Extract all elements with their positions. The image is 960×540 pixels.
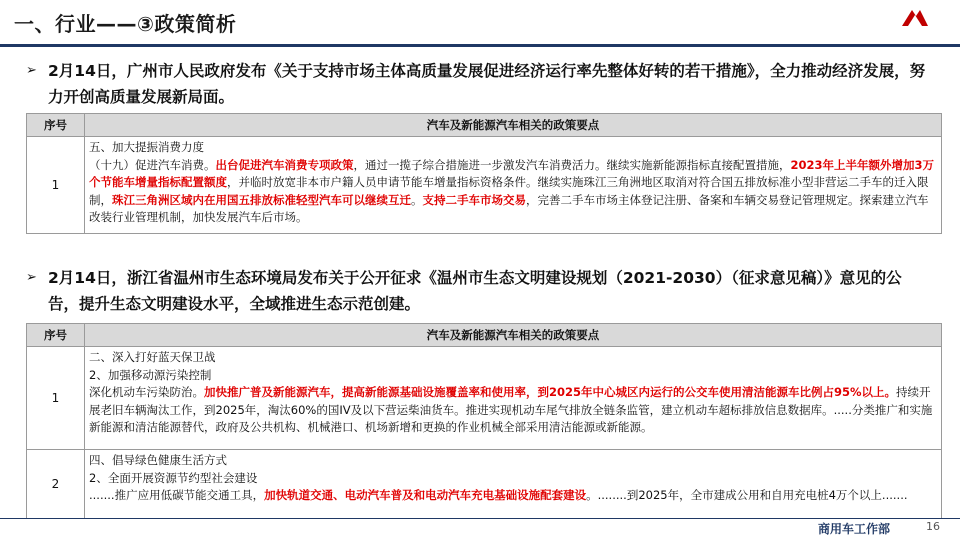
highlighted-text: 支持二手车市场交易 <box>422 192 526 207</box>
content-heading: 二、深入打好蓝天保卫战 <box>89 350 216 364</box>
content-heading: 五、加大提振消费力度 <box>89 140 204 154</box>
row-number: 1 <box>27 347 85 450</box>
col-header-content: 汽车及新能源汽车相关的政策要点 <box>85 114 942 137</box>
content-text: （十九）促进汽车消费。 <box>89 157 216 172</box>
highlighted-text: 2023年上半年额外增加3万个节能车增量指标配置额度 <box>89 157 935 190</box>
footer-brand: 商用车工作部 <box>818 522 891 536</box>
page-number: 16 <box>926 520 940 533</box>
company-logo-icon <box>900 6 930 32</box>
section2-policy-table <box>26 323 942 519</box>
row-content <box>85 450 942 519</box>
highlighted-text: 加快推广普及新能源汽车，提高新能源基础设施覆盖率和使用率，到2025年中心城区内运行的公交车使用清洁能源车比例占95%以上。 <box>204 385 897 400</box>
content-text: 深化机动车污染防治。 <box>89 385 204 400</box>
content-text: ，完善二手车市场主体登记注册、备案和车辆交易登记管理规定。探索建立汽车改装行业管理机制，加快发展汽车后市场。 <box>89 192 929 225</box>
section1-policy-table <box>26 113 942 234</box>
col-header-content: 汽车及新能源汽车相关的政策要点 <box>85 324 942 347</box>
table-row <box>27 347 942 450</box>
content-heading: 四、倡导绿色健康生活方式 <box>89 453 227 467</box>
content-subheading: 2、全面开展资源节约型社会建设 <box>89 470 258 485</box>
content-text: ，并临时放宽非本市户籍人员申请节能车增量指标资格条件。继续实施珠江三角洲地区取消对符合国五排放标准小型非营运二手车的迁入限制， <box>89 175 929 207</box>
highlighted-text: 珠江三角洲区域内在用国五排放标准轻型汽车可以继续互迁 <box>112 192 411 207</box>
row-content <box>85 137 942 234</box>
table-header-row <box>27 114 942 137</box>
table-row <box>27 450 942 519</box>
arrow-bullet-icon: ➢ <box>26 63 37 78</box>
table-row <box>27 137 942 234</box>
row-number: 1 <box>27 137 85 234</box>
highlighted-text: 加快轨道交通、电动汽车普及和电动汽车充电基础设施配套建设 <box>264 488 587 503</box>
footer-rule <box>0 518 960 519</box>
col-header-number: 序号 <box>27 114 85 137</box>
content-text: 。 <box>411 192 423 207</box>
content-text: .......推广应用低碳节能交通工具， <box>89 488 265 503</box>
arrow-bullet-icon: ➢ <box>26 270 37 285</box>
section1-headline: 2月14日，广州市人民政府发布《关于支持市场主体高质量发展促进经济运行率先整体好转的若干措施》，全力推动经济发展，努力开创高质量发展新局面。 <box>48 62 926 106</box>
col-header-number: 序号 <box>27 324 85 347</box>
highlighted-text: 出台促进汽车消费专项政策 <box>215 157 354 172</box>
content-text: 持续开展老旧车辆淘汰工作，到2025年，淘汰60%的国IV及以下营运柴油货车。推进实现机动车尾气排放全链条监管，建立机动车超标排放信息数据库。.....分类推广和实施新能源和清洁能源替代，政府及公共机构、机械港口、机场新增和更换的作业机械全部采用清洁能源或新能源。 <box>89 385 933 435</box>
content-text: 。........到2025年，全市建成公用和自用充电桩4万个以上....... <box>586 488 908 503</box>
table-header-row <box>27 324 942 347</box>
content-text: ，通过一揽子综合措施进一步激发汽车消费活力。继续实施新能源指标直接配置措施， <box>353 157 791 172</box>
content-subheading: 2、加强移动源污染控制 <box>89 367 212 382</box>
title-underline <box>0 44 960 47</box>
page-title: 一、行业——③政策简析 <box>14 12 237 36</box>
row-content <box>85 347 942 450</box>
section2-headline: 2月14日，浙江省温州市生态环境局发布关于公开征求《温州市生态文明建设规划（2021-2030）（征求意见稿）》意见的公告，提升生态文明建设水平，全域推进生态示范创建。 <box>48 269 902 313</box>
row-number: 2 <box>27 450 85 519</box>
